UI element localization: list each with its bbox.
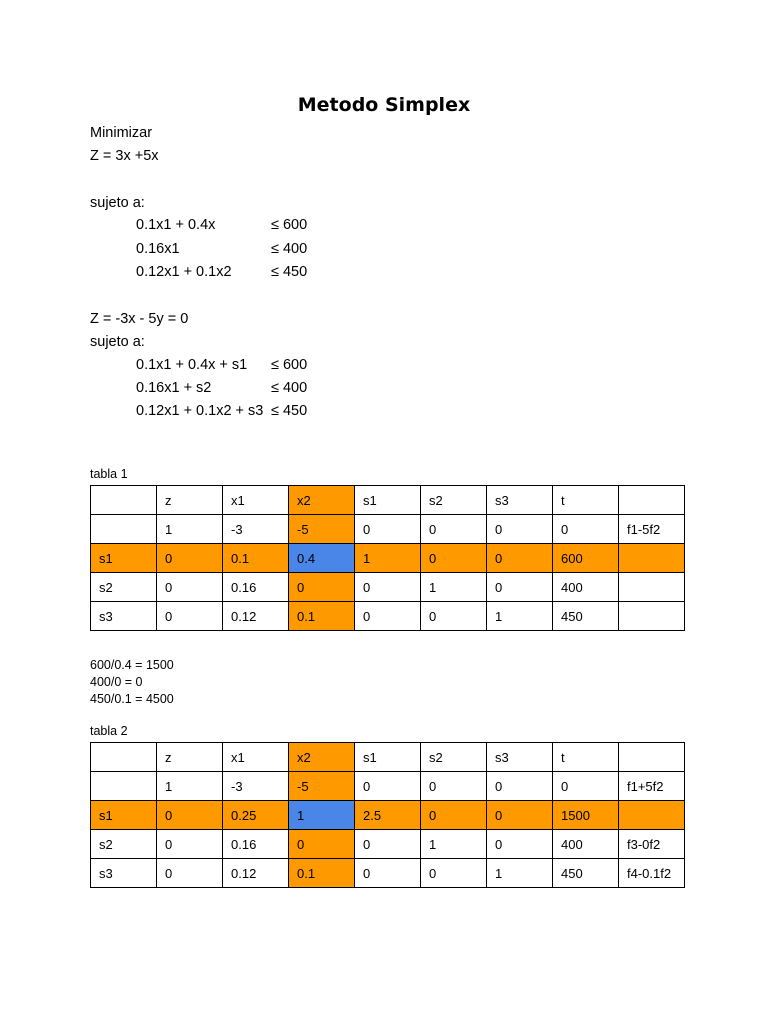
table-cell: x2 xyxy=(289,743,355,772)
table-cell xyxy=(619,544,685,573)
table-row xyxy=(91,573,685,602)
table-cell: 0.12 xyxy=(223,859,289,888)
table-cell: z xyxy=(157,486,223,515)
table-cell: 0 xyxy=(157,602,223,631)
table-cell: s3 xyxy=(487,486,553,515)
table-row xyxy=(91,830,685,859)
constraint-3-lhs: 0.12x1 + 0.1x2 xyxy=(136,264,232,280)
table-row xyxy=(91,515,685,544)
table-cell: 0 xyxy=(355,859,421,888)
table2-label: tabla 2 xyxy=(90,724,128,738)
table-row xyxy=(91,859,685,888)
table-cell: 0.1 xyxy=(289,602,355,631)
table-cell: 1 xyxy=(421,573,487,602)
table-cell: f1+5f2 xyxy=(619,772,685,801)
table-cell: 0 xyxy=(487,544,553,573)
table-cell: 0 xyxy=(487,801,553,830)
table-cell xyxy=(619,573,685,602)
table-cell: 0 xyxy=(553,772,619,801)
table-cell: f4-0.1f2 xyxy=(619,859,685,888)
table-cell: 0 xyxy=(421,544,487,573)
table-cell: x1 xyxy=(223,743,289,772)
table-cell: 0 xyxy=(487,830,553,859)
table-cell: 0.16 xyxy=(223,573,289,602)
table-cell: 0 xyxy=(157,830,223,859)
table-cell: 0 xyxy=(421,801,487,830)
table-cell: s1 xyxy=(91,801,157,830)
pivot-row xyxy=(91,801,685,830)
table-cell: 0 xyxy=(355,573,421,602)
table-cell: 0.1 xyxy=(223,544,289,573)
table-row xyxy=(91,486,685,515)
pivot-row xyxy=(91,544,685,573)
table-cell: 0 xyxy=(289,830,355,859)
table-cell: 400 xyxy=(553,830,619,859)
table-cell: 0 xyxy=(157,544,223,573)
table-cell: 1 xyxy=(487,859,553,888)
table-cell: z xyxy=(157,743,223,772)
table-cell: t xyxy=(553,486,619,515)
objective-expression: Z = 3x +5x xyxy=(90,148,159,164)
table-cell xyxy=(91,772,157,801)
table-cell: s2 xyxy=(421,486,487,515)
table-cell: s3 xyxy=(91,859,157,888)
table-cell xyxy=(619,743,685,772)
table-cell: 600 xyxy=(553,544,619,573)
table-row xyxy=(91,602,685,631)
table-cell: f3-0f2 xyxy=(619,830,685,859)
table-cell: 0 xyxy=(487,573,553,602)
table-cell: 0.1 xyxy=(289,859,355,888)
table-cell: 0 xyxy=(421,515,487,544)
standard-constraint-2-lhs: 0.16x1 + s2 xyxy=(136,380,212,396)
standard-form-label: sujeto a: xyxy=(90,334,145,350)
table-cell: 0 xyxy=(157,573,223,602)
objective-label: Minimizar xyxy=(90,125,153,141)
table-cell: 0 xyxy=(289,573,355,602)
table-cell: s1 xyxy=(355,743,421,772)
table-cell: 0 xyxy=(157,859,223,888)
constraint-1-rhs: ≤ 600 xyxy=(271,217,308,233)
table-cell: 0.25 xyxy=(223,801,289,830)
table-cell: -5 xyxy=(289,515,355,544)
table-cell: s2 xyxy=(91,573,157,602)
table-cell xyxy=(91,515,157,544)
table-cell: 1 xyxy=(487,602,553,631)
ratio-line: 450/0.1 = 4500 xyxy=(90,692,174,706)
table-cell: 0 xyxy=(355,515,421,544)
table-cell xyxy=(619,602,685,631)
table-cell: s3 xyxy=(487,743,553,772)
table-cell: 0 xyxy=(421,602,487,631)
constraint-1-lhs: 0.1x1 + 0.4x xyxy=(136,217,216,233)
table-cell: f1-5f2 xyxy=(619,515,685,544)
simplex-table-2 xyxy=(90,742,685,888)
table-cell: 0.12 xyxy=(223,602,289,631)
table-cell: s3 xyxy=(91,602,157,631)
table-cell: -3 xyxy=(223,515,289,544)
table-cell: 2.5 xyxy=(355,801,421,830)
table-cell xyxy=(619,486,685,515)
table1-label: tabla 1 xyxy=(90,467,128,481)
standard-form-expression: Z = -3x - 5y = 0 xyxy=(90,311,189,327)
table-cell: 450 xyxy=(553,602,619,631)
table-cell: 1 xyxy=(157,772,223,801)
table-cell: -5 xyxy=(289,772,355,801)
table-cell: 0 xyxy=(355,772,421,801)
table-cell: -3 xyxy=(223,772,289,801)
table-cell: 1 xyxy=(355,544,421,573)
table-cell: 0.16 xyxy=(223,830,289,859)
table-cell: 0 xyxy=(487,772,553,801)
table-cell: s2 xyxy=(421,743,487,772)
pivot-cell: 1 xyxy=(289,801,355,830)
table-cell: 450 xyxy=(553,859,619,888)
standard-constraint-2-rhs: ≤ 400 xyxy=(271,380,308,396)
table-cell: t xyxy=(553,743,619,772)
table-cell: s2 xyxy=(91,830,157,859)
table-cell: 0 xyxy=(157,801,223,830)
table-cell: 1500 xyxy=(553,801,619,830)
ratio-line: 600/0.4 = 1500 xyxy=(90,658,174,672)
table-row xyxy=(91,772,685,801)
constraint-2-rhs: ≤ 400 xyxy=(271,241,308,257)
table-cell xyxy=(91,743,157,772)
constraints-label: sujeto a: xyxy=(90,195,145,211)
constraint-3-rhs: ≤ 450 xyxy=(271,264,308,280)
table-cell: 0 xyxy=(355,830,421,859)
simplex-table-1 xyxy=(90,485,685,631)
constraint-2-lhs: 0.16x1 xyxy=(136,241,180,257)
pivot-cell: 0.4 xyxy=(289,544,355,573)
table-cell: x1 xyxy=(223,486,289,515)
table-cell: x2 xyxy=(289,486,355,515)
standard-constraint-1-rhs: ≤ 600 xyxy=(271,357,308,373)
standard-constraint-3-rhs: ≤ 450 xyxy=(271,403,308,419)
table-cell: s1 xyxy=(355,486,421,515)
table-cell: 0 xyxy=(553,515,619,544)
standard-constraint-1-lhs: 0.1x1 + 0.4x + s1 xyxy=(136,357,248,373)
table-cell: 1 xyxy=(157,515,223,544)
ratio-line: 400/0 = 0 xyxy=(90,675,143,689)
table-cell: s1 xyxy=(91,544,157,573)
table-cell xyxy=(91,486,157,515)
table-cell: 0 xyxy=(421,859,487,888)
table-row xyxy=(91,743,685,772)
table-cell: 0 xyxy=(421,772,487,801)
table-cell: 0 xyxy=(487,515,553,544)
table-cell xyxy=(619,801,685,830)
table-cell: 400 xyxy=(553,573,619,602)
page-title: Metodo Simplex xyxy=(297,94,471,116)
table-cell: 0 xyxy=(355,602,421,631)
table-cell: 1 xyxy=(421,830,487,859)
standard-constraint-3-lhs: 0.12x1 + 0.1x2 + s3 xyxy=(136,403,264,419)
